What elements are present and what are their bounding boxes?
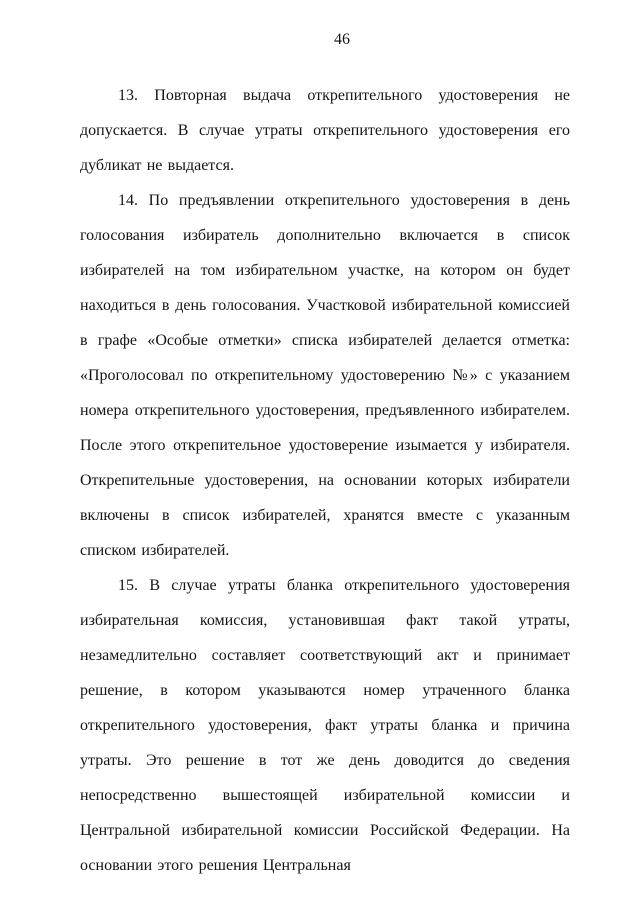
paragraph-item-13: 13. Повторная выдача открепительного удостоверения не допускается. В случае утраты открепительного удостоверения его дубликат не выдается.	[80, 87, 570, 174]
page-number: 46	[334, 31, 350, 48]
paragraph-item-14: 14. По предъявлении открепительного удостоверения в день голосования избиратель дополнительно включается в список избирателей на том избирательном участке, на котором он будет находиться в день голосования. Участковой избирательной комиссией в графе «Особые отметки» списка избирателей делается отметка: «Проголосовал по открепительному удостоверению №» с указанием номера открепительного удостоверения, предъявленного избирателем. После этого открепительное удостоверение изымается у избирателя. Открепительные удостоверения, на основании которых избиратели включены в список избирателей, хранятся вместе с указанным списком избирателей.	[80, 192, 570, 559]
document-body	[80, 78, 570, 883]
paragraph-item-15: 15. В случае утраты бланка открепительного удостоверения избирательная комиссия, установившая факт такой утраты, незамедлительно составляет соответствующий акт и принимает решение, в котором указываются номер утраченного бланка открепительного удостоверения, факт утраты бланка и причина утраты. Это решение в тот же день доводится до сведения непосредственно вышестоящей избирательной комиссии и Центральной избирательной комиссии Российской Федерации. На основании этого решения Центральная	[80, 577, 570, 874]
